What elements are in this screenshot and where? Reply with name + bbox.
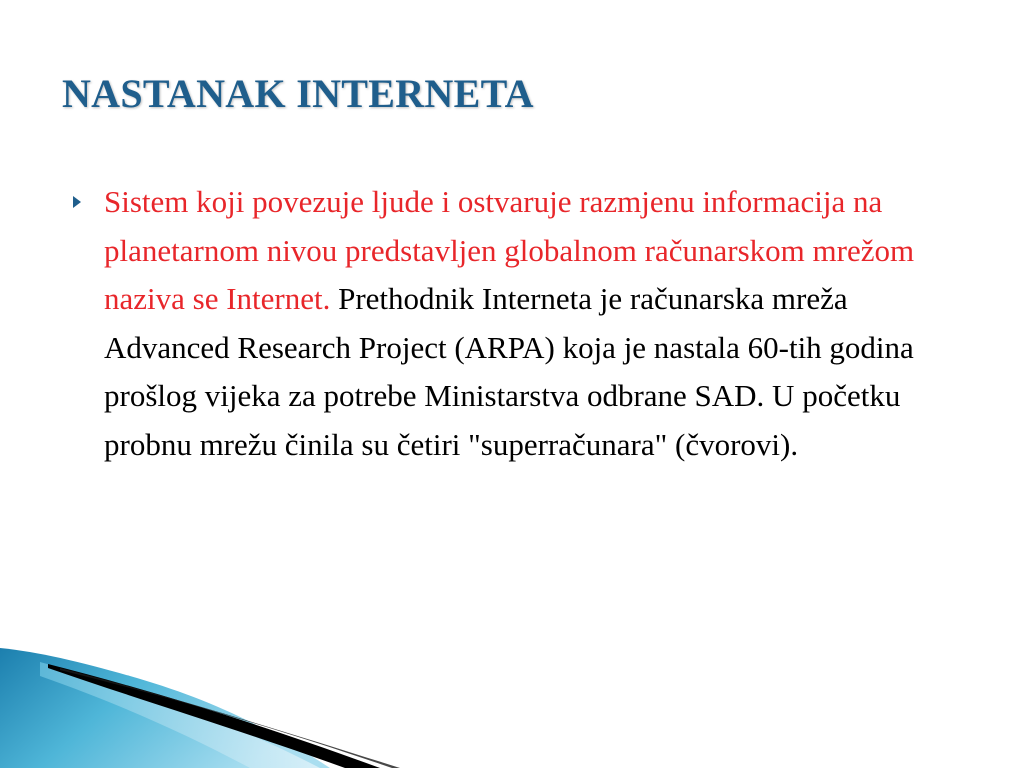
bullet-item [72,178,952,469]
slide-title: NASTANAK INTERNETA [62,71,534,116]
body-text: Prethodnik Interneta je računarska mreža Advanced Research Project (ARPA) koja je nastala 60-tih godina prošlog vijeka za potrebe Ministarstva odbrane SAD. U početku probnu mrežu činila su četiri "superračunara" (čvorovi). [104,281,914,462]
slide-content [72,178,952,469]
bullet-paragraph [104,178,952,469]
highlighted-text: Sistem koji povezuje ljude i ostvaruje razmjenu informacija na planetarnom nivou predstavljen globalnom računarskom mrežom naziva se Internet. [104,184,915,316]
triangle-bullet-icon [72,178,104,227]
